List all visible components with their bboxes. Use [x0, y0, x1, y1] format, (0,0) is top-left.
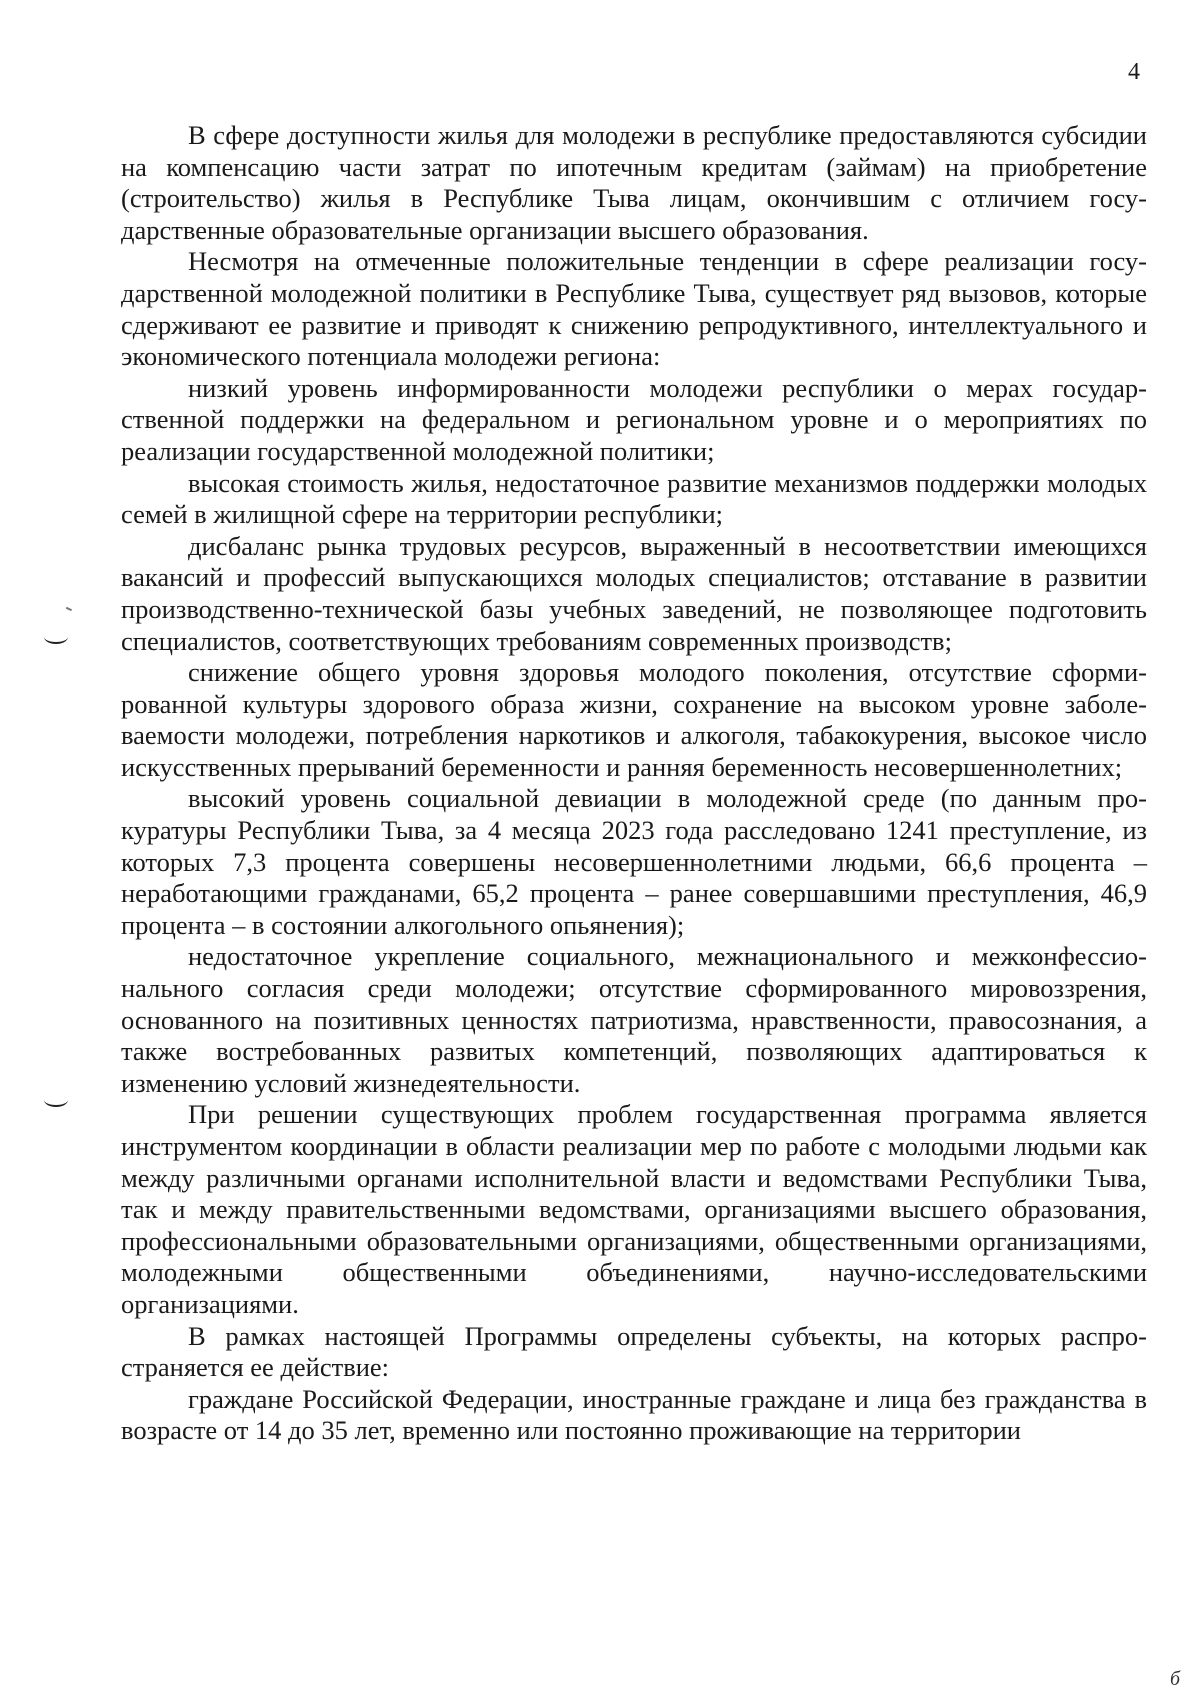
paragraph-citizens: граждане Российской Федерации, иностранные граждане и лица без гражданства в возрасте от 14 до 35 лет, временно или постоянно проживающие на территории	[121, 1383, 1147, 1446]
paragraph-social-harmony: недостаточное укрепление социального, межнационального и межконфессионального согласия среди молодежи; отсутствие сформированного мировоззрения, основанного на позитивных ценностях патриотизма, нравственности, правосознания, а также востребованных развитых компетенций, позволяющих адаптироваться к изменению условий жизнедеятельности.	[121, 941, 1147, 1098]
paragraph-housing-subsidies: В сфере доступности жилья для молодежи в республике предоставляются субсидии на компенсацию части затрат по ипотечным кредитам (займам) на приобретение (строительство) жилья в Республике Тыва лицам, окончившим с отличием государственные образовательные организации высшего образования.	[121, 120, 1147, 245]
paragraph-program-coordination: При решении существующих проблем государственная программа является инструментом координации в области реализации мер по работе с молодыми людьми как между различными органами исполнительной власти и ведомствами Республики Тыва, так и между правительственными ведомствами, организациями высшего образования, профессиональными образовательными организациями, общественными организациями, молодежными общественными объединениями, научно-исследовательскими организациями.	[121, 1099, 1147, 1319]
paragraph-low-awareness: низкий уровень информированности молодежи республики о мерах государственной поддержки на федеральном и региональном уровне и о мероприятиях по реализации государственной молодежной политики;	[121, 372, 1147, 466]
paragraph-housing-cost: высокая стоимость жилья, недостаточное развитие механизмов поддержки молодых семей в жилищной сфере на территории республики;	[121, 467, 1147, 530]
binding-mark-upper	[44, 630, 68, 644]
document-body	[121, 120, 1147, 1447]
paragraph-health-decline: снижение общего уровня здоровья молодого поколения, отсутствие сформированной культуры здорового образа жизни, сохранение на высоком уровне заболеваемости молодежи, потребления наркотиков и алкоголя, табакокурения, высокое число искусственных прерываний беременности и ранняя беременность несовершеннолетних;	[121, 657, 1147, 782]
page-number: 4	[1128, 59, 1140, 85]
paragraph-challenges-intro: Несмотря на отмеченные положительные тенденции в сфере реализации государственной молодежной политики в Республике Тыва, существует ряд вызовов, которые сдерживают ее развитие и приводят к снижению репродуктивного, интеллектуального и экономического потенциала молодежи региона:	[121, 246, 1147, 372]
scan-tick-mark	[66, 607, 72, 611]
paragraph-program-subjects: В рамках настоящей Программы определены субъекты, на которых распространяется ее действие:	[121, 1320, 1147, 1383]
corner-handwritten-mark: б	[1169, 1668, 1180, 1690]
paragraph-social-deviation: высокий уровень социальной девиации в молодежной среде (по данным прокуратуры Республики Тыва, за 4 месяца 2023 года расследовано 1241 преступление, из которых 7,3 процента совершены несовершеннолетними людьми, 66,6 процента – неработающими гражданами, 65,2 процента – ранее совершавшими преступления, 46,9 процента – в состоянии алкогольного опьянения);	[121, 783, 1147, 940]
binding-mark-lower	[44, 1093, 68, 1107]
paragraph-labor-imbalance: дисбаланс рынка трудовых ресурсов, выраженный в несоответствии имеющихся вакансий и профессий выпускающихся молодых специалистов; отставание в развитии производственно-технической базы учебных заведений, не позволяющее подготовить специалистов, соответствующих требованиям современных производств;	[121, 530, 1147, 656]
